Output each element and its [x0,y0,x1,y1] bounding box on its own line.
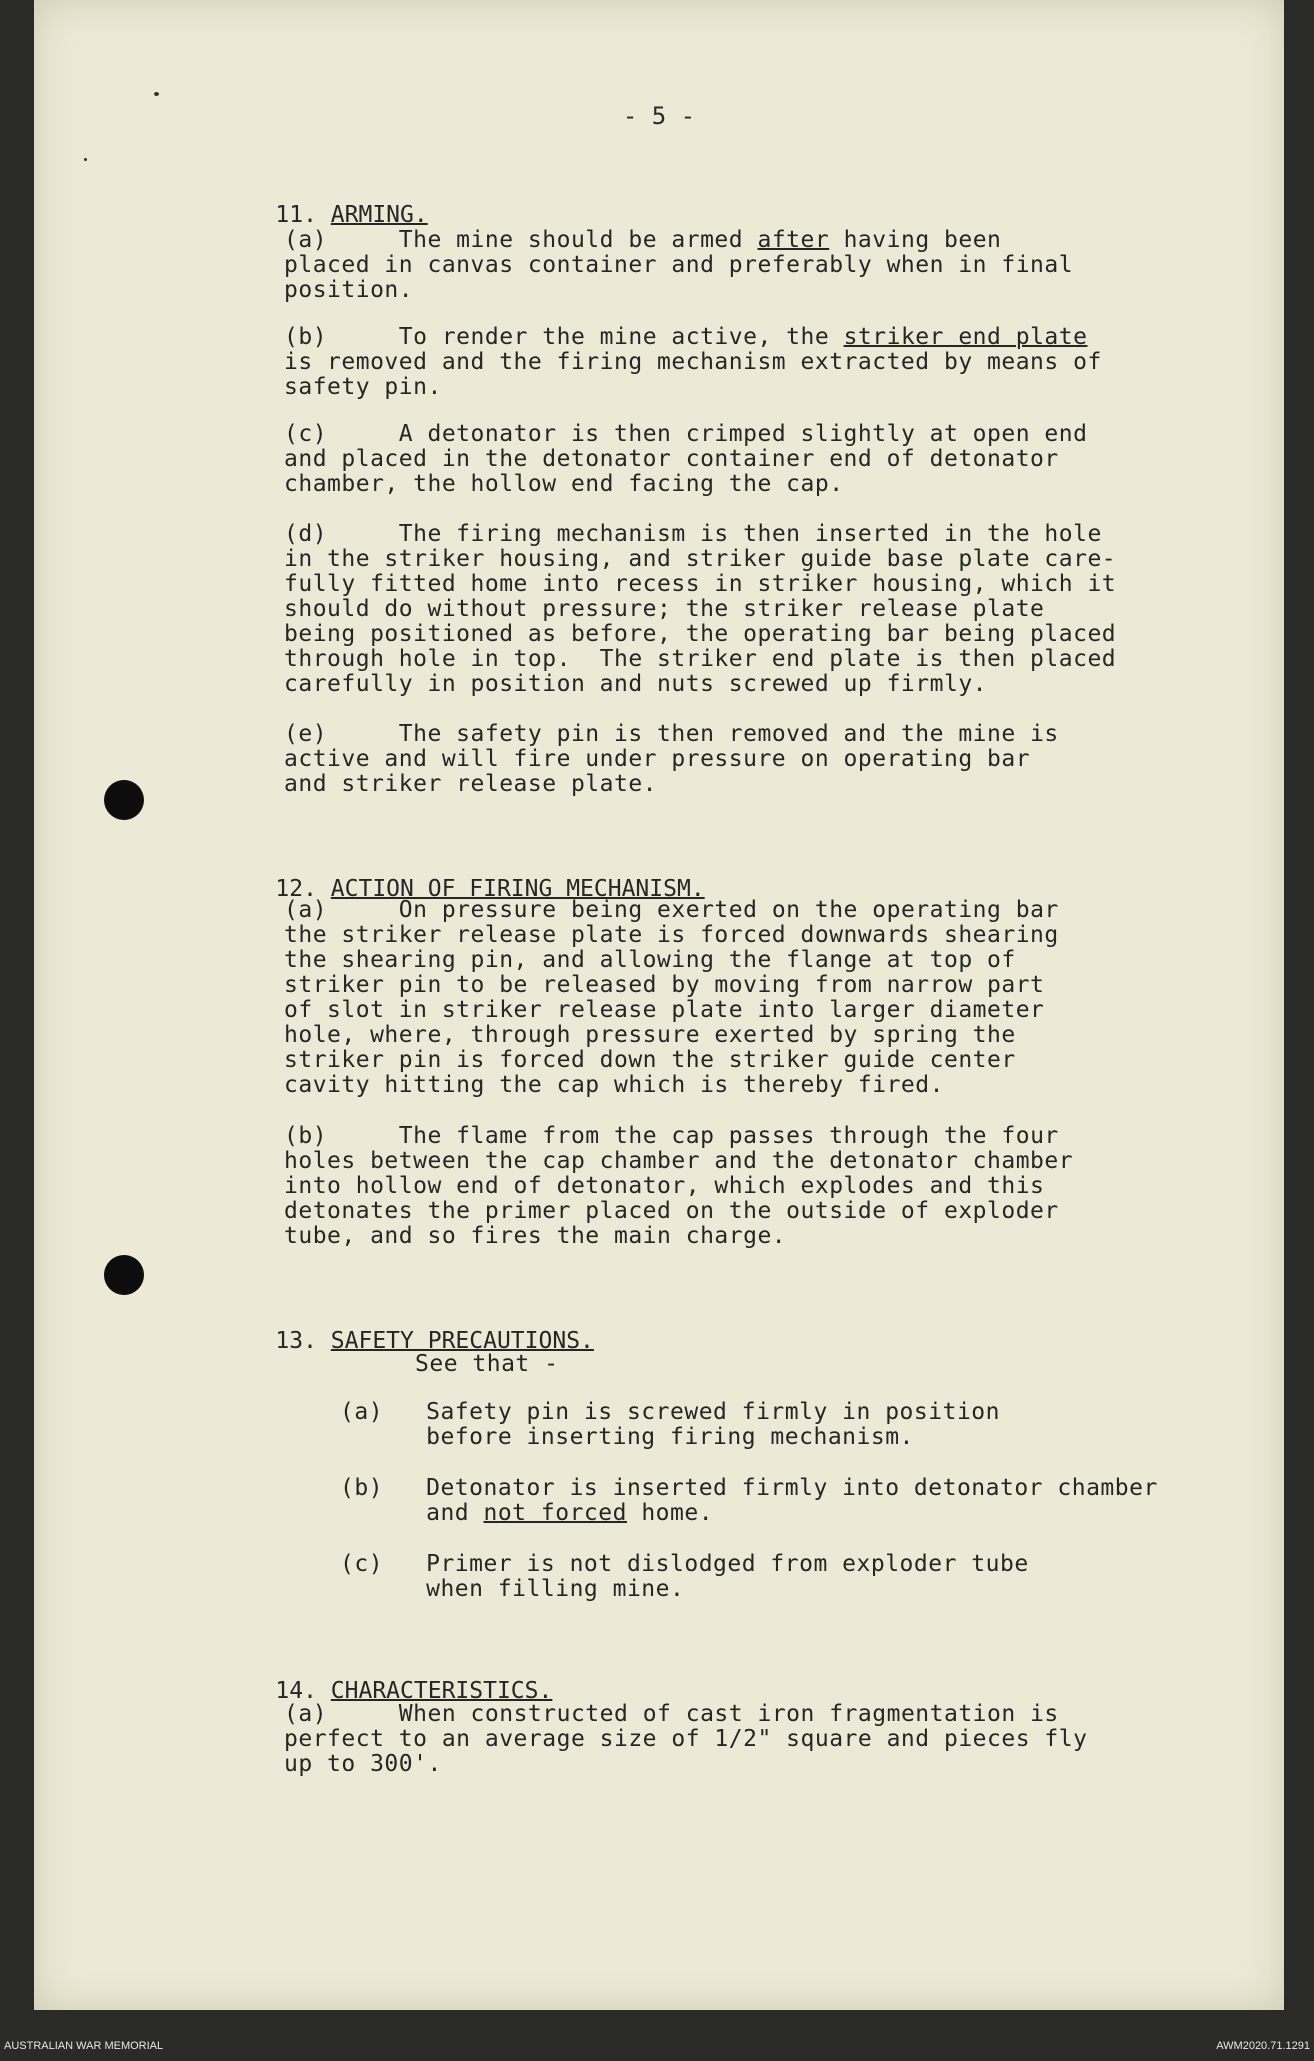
item-label: (c) [340,1551,384,1577]
section-title: ACTION OF FIRING MECHANISM. [330,876,705,902]
punch-hole [104,1255,144,1295]
document-page [34,0,1284,2010]
item-label: (b) [340,1475,384,1501]
paragraph-label: (c) [284,421,328,447]
section-number: 14. [275,1678,317,1704]
item-label: (a) [340,1399,384,1425]
footer-accession-number: AWM2020.71.1291 [1216,2040,1310,2052]
section-title: SAFETY PRECAUTIONS. [330,1328,594,1354]
list-item: (c) Primer is not dislodged from exploder tube when filling mine. [340,1551,1029,1602]
paragraph: (e) The safety pin is then removed and the mine is active and will fire under pressure on operating bar and striker release plate. [284,721,1059,797]
section-number: 12. [275,876,317,902]
paragraph-label: (a) [284,227,328,253]
paragraph: (d) The firing mechanism is then inserted in the hole in the striker housing, and striker guide base plate care- fully fitted home into recess in striker housing, which it should do without pressure; the striker release plate being positioned as before, the operating bar being placed through hole in top. The striker end plate is then placed carefully in position and nuts screwed up firmly. [284,521,1117,697]
ink-speck [84,158,87,161]
paragraph-label: (d) [284,521,328,547]
paragraph-label: (a) [284,1701,328,1727]
paragraph: (a) When constructed of cast iron fragmentation is perfect to an average size of 1/2" square and pieces fly up to 300'. [284,1701,1088,1777]
list-item: (a) Safety pin is screwed firmly in position before inserting firing mechanism. [340,1399,1000,1450]
paragraph-label: (e) [284,721,328,747]
section-number: 11. [275,202,317,228]
paragraph: (b) The flame from the cap passes through the four holes between the cap chamber and the detonator chamber into hollow end of detonator, which explodes and this detonates the primer placed on the outside of exploder tube, and so fires the main charge. [284,1123,1074,1249]
section-number: 13. [275,1328,317,1354]
paragraph: (a) The mine should be armed after having been placed in canvas container and preferably when in final position. [284,227,1074,303]
paragraph: (a) On pressure being exerted on the operating bar the striker release plate is forced downwards shearing the shearing pin, and allowing the flange at top of striker pin to be released by moving from narrow part of slot in striker release plate into larger diameter hole, where, through pressure exerted by spring the striker pin is forced down the striker guide center cavity hitting the cap which is thereby fired. [284,897,1059,1098]
paragraph: (c) A detonator is then crimped slightly at open end and placed in the detonator container end of detonator chamber, the hollow end facing the cap. [284,421,1088,497]
list-item: (b) Detonator is inserted firmly into detonator chamber and not forced home. [340,1475,1158,1526]
page-number: - 5 - [622,102,696,130]
section-title: ARMING. [330,202,428,228]
paragraph-label: (a) [284,897,328,923]
paragraph: (b) To render the mine active, the striker end plate is removed and the firing mechanism extracted by means of safety pin. [284,324,1102,400]
ink-speck [154,92,159,96]
punch-hole [104,780,144,820]
intro-text: See that - [415,1351,559,1377]
paragraph-label: (b) [284,1123,328,1149]
paragraph-label: (b) [284,324,328,350]
section-title: CHARACTERISTICS. [330,1678,553,1704]
footer-institution: AUSTRALIAN WAR MEMORIAL [4,2040,164,2052]
